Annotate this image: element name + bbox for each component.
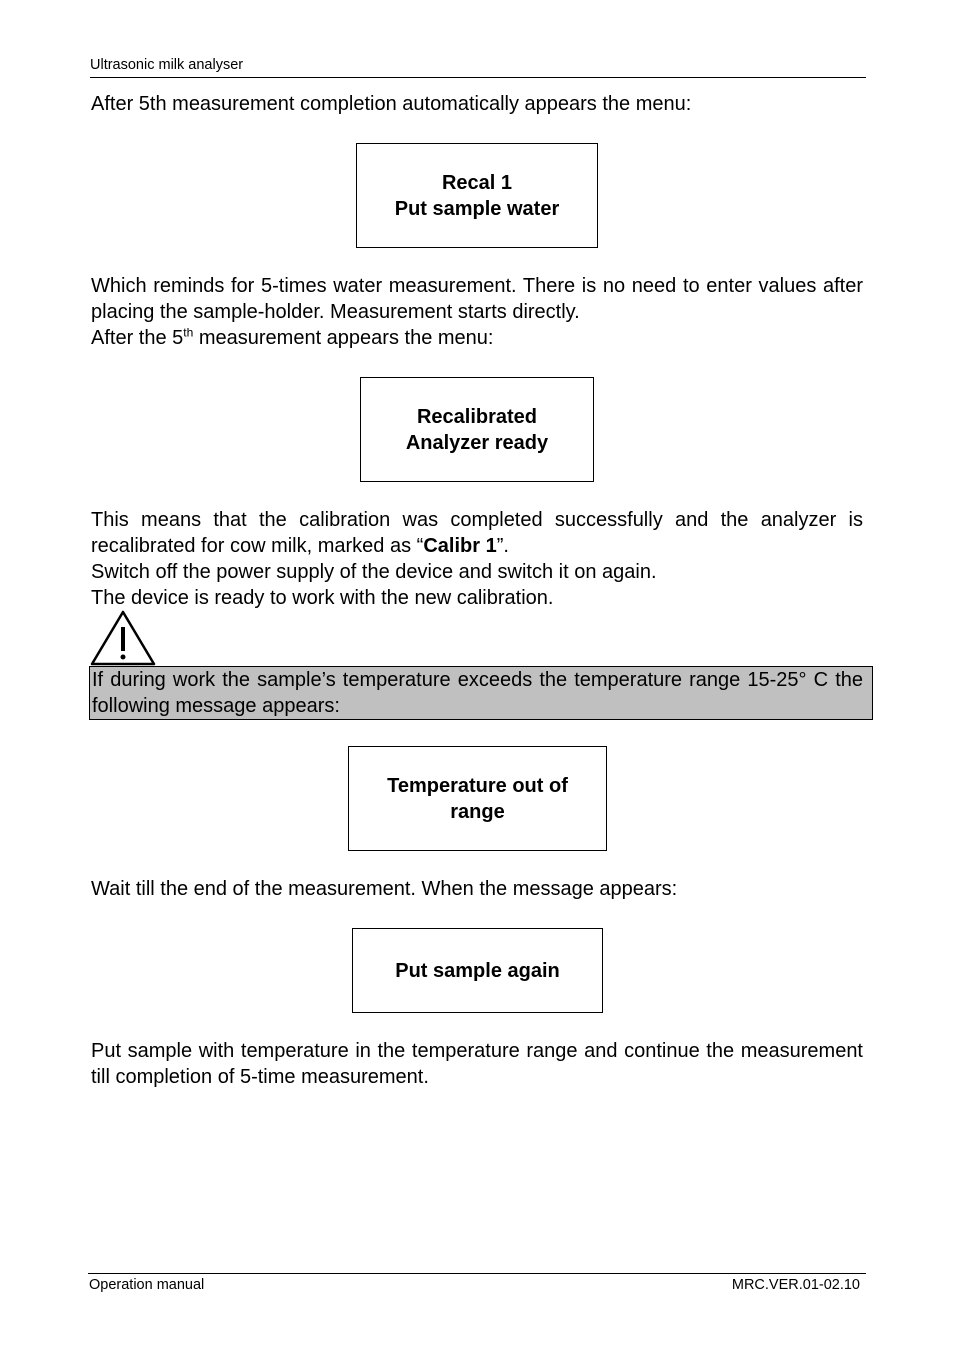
water-text-2: [91, 325, 863, 351]
footer-right: MRC.VER.01-02.10: [731, 1277, 860, 1293]
success-text-1: [91, 507, 863, 559]
success-text-1b: ”.: [496, 535, 509, 557]
water-text: Which reminds for 5-times water measurement. There is no need to enter values after placing the sample-holder. Measurement starts directly.: [91, 275, 863, 323]
warning-triangle-icon: [90, 610, 156, 666]
menu-temperature-line1: Temperature out of: [387, 774, 568, 797]
menu-again-line1: Put sample again: [395, 959, 560, 982]
calibration-name: Calibr 1: [423, 535, 497, 557]
superscript-th: th: [183, 325, 194, 340]
menu-display-recalibrated: [360, 377, 594, 482]
menu-temperature-line2: range: [450, 800, 505, 823]
intro-text: After 5th measurement completion automatically appears the menu:: [91, 93, 692, 115]
success-text-2: Switch off the power supply of the device and switch it on again.: [91, 561, 657, 583]
page-header: [90, 57, 866, 78]
footer-left: Operation manual: [89, 1277, 205, 1293]
intro-paragraph: [91, 91, 863, 117]
final-paragraph: [91, 1038, 863, 1090]
warning-text: If during work the sample’s temperature exceeds the temperature range 15-25° C the following message appears:: [92, 669, 863, 717]
menu-recalibrated-line1: Recalibrated: [416, 405, 538, 428]
header-title: Ultrasonic milk analyser: [90, 57, 244, 73]
menu-recal-line2: Put sample water: [394, 197, 560, 220]
success-paragraph: [91, 507, 863, 611]
menu-display-temperature: [348, 746, 607, 851]
success-text-1a: This means that the calibration was completed successfully and the analyzer is recalibrated for cow milk, marked as “: [91, 509, 863, 557]
wait-paragraph: [91, 876, 863, 902]
water-paragraph: [91, 273, 863, 351]
menu-display-again: [352, 928, 603, 1013]
warning-note: [89, 666, 873, 720]
menu-recal-line1: Recal 1: [441, 171, 513, 194]
menu-display-recal: [356, 143, 598, 248]
page-footer: [88, 1273, 866, 1293]
wait-text: Wait till the end of the measurement. When the message appears:: [91, 878, 678, 900]
water-text-2b: measurement appears the menu:: [193, 327, 494, 349]
menu-recalibrated-line2: Analyzer ready: [405, 431, 549, 454]
water-text-2a: After the 5: [91, 327, 184, 349]
success-text-3: The device is ready to work with the new calibration.: [91, 587, 554, 609]
final-text: Put sample with temperature in the temperature range and continue the measurement till completion of 5-time measurement.: [91, 1040, 863, 1088]
